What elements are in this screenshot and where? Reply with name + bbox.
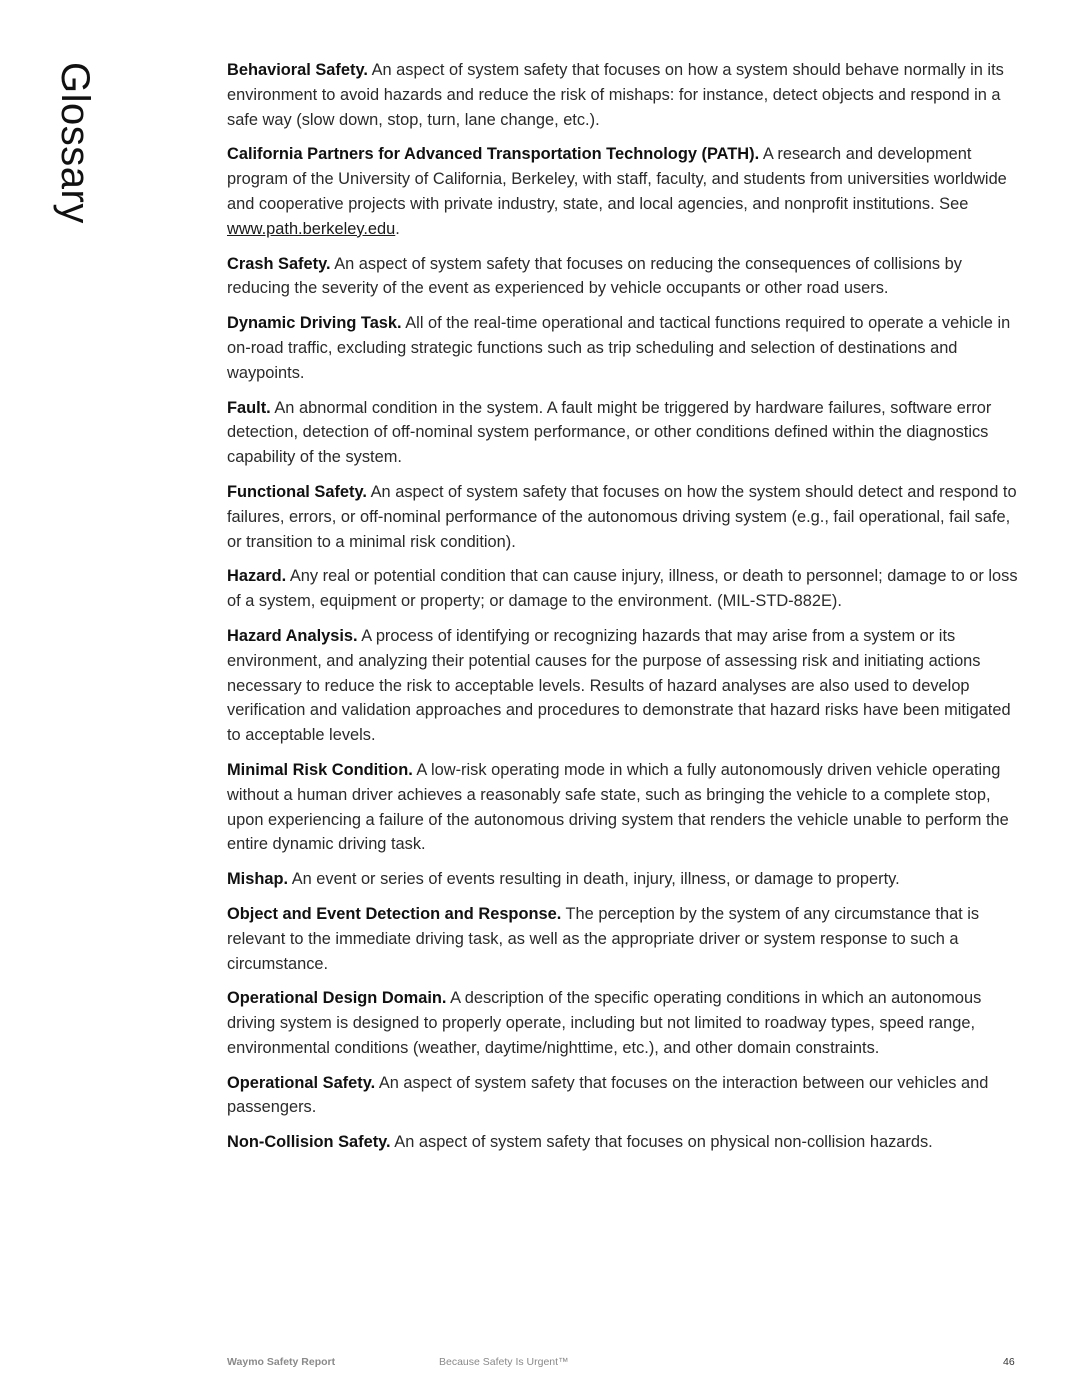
glossary-definition: An aspect of system safety that focuses on how the system should detect and respond to failures, errors, or off-nominal performance of the autonomous driving system (e.g., fail operational, fail safe, or transition to a minimal risk condition). — [227, 482, 1017, 551]
glossary-definition: A research and development program of the University of California, Berkeley, with staff, faculty, and students from universities worldwide and cooperative projects with private industry, state, and local agencies, and nonprofit institutions. See — [227, 145, 1007, 213]
glossary-term: Behavioral Safety. — [227, 61, 368, 79]
glossary-entry — [227, 311, 1027, 385]
glossary-definition: An aspect of system safety that focuses on reducing the consequences of collisions by reducing the severity of the event as experienced by vehicle occupants or other road users. — [227, 254, 962, 298]
glossary-entry — [227, 252, 1027, 302]
glossary-definition: Any real or potential condition that can cause injury, illness, or death to personnel; damage to or loss of a system, equipment or property; or damage to the environment. (MIL-STD-882E). — [227, 567, 1018, 611]
page-title: Glossary — [53, 62, 97, 224]
glossary-definition: The perception by the system of any circumstance that is relevant to the immediate driving task, as well as the appropriate driver or system response to such a circumstance. — [227, 904, 980, 973]
glossary-definition: An aspect of system safety that focuses on physical non-collision hazards. — [394, 1133, 933, 1152]
glossary-entry — [227, 867, 1027, 892]
glossary-entry — [227, 480, 1027, 554]
footer-tagline: Because Safety Is Urgent™ — [439, 1356, 569, 1368]
glossary-entry — [227, 902, 1027, 976]
glossary-term: Operational Design Domain. — [227, 989, 447, 1008]
glossary-term: Crash Safety. — [227, 254, 331, 273]
glossary-term: Non-Collision Safety. — [227, 1133, 391, 1152]
glossary-entry — [227, 986, 1027, 1060]
glossary-term: Minimal Risk Condition. — [227, 760, 413, 779]
glossary-definition: An abnormal condition in the system. A fault might be triggered by hardware failures, software error detection, detection of off-nominal system performance, or other conditions defined within the diagnostics capability of the system. — [227, 398, 992, 467]
glossary-term: Functional Safety. — [227, 482, 367, 501]
glossary-term: Object and Event Detection and Response. — [227, 904, 562, 923]
glossary-entry — [227, 396, 1027, 470]
glossary-entry — [227, 1071, 1027, 1121]
footer-report-title: Waymo Safety Report — [227, 1356, 336, 1368]
glossary-term: Dynamic Driving Task. — [227, 314, 402, 333]
glossary-entry — [227, 142, 1027, 241]
glossary-term: Fault. — [227, 398, 271, 417]
glossary-definition: A low-risk operating mode in which a fully autonomously driven vehicle operating without a human driver achieves a reasonably safe state, such as bringing the vehicle to a complete stop, upon experiencing a failure of the autonomous driving system that renders the vehicle unable to perform the entire dynamic driving task. — [227, 760, 1009, 854]
page-number: 46 — [1003, 1356, 1015, 1368]
glossary-term: Hazard Analysis. — [227, 626, 358, 645]
glossary-list — [227, 58, 1027, 1165]
glossary-entry — [227, 758, 1027, 857]
glossary-definition-end: . — [395, 219, 400, 238]
glossary-entry — [227, 624, 1027, 748]
glossary-term: Hazard. — [227, 567, 287, 586]
glossary-entry — [227, 564, 1027, 614]
glossary-term: California Partners for Advanced Transportation Technology (PATH). — [227, 145, 760, 164]
glossary-definition: An event or series of events resulting in death, injury, illness, or damage to property. — [291, 870, 900, 889]
glossary-definition: All of the real-time operational and tactical functions required to operate a vehicle in on-road traffic, excluding strategic functions such as trip scheduling and selection of destinations and waypoints. — [227, 314, 1011, 382]
glossary-definition: A process of identifying or recognizing hazards that may arise from a system or its environment, and analyzing their potential causes for the purpose of assessing risk and initiating actions necessary to reduce the risk to acceptable levels. Results of hazard analyses are also used to develop verification and validation approaches and procedures to demonstrate that hazard risks have been mitigated to acceptable levels. — [227, 626, 1011, 745]
glossary-definition: An aspect of system safety that focuses on the interaction between our vehicles and passengers. — [227, 1073, 989, 1117]
glossary-entry — [227, 58, 1027, 132]
glossary-definition: An aspect of system safety that focuses on how a system should behave normally in its environment to avoid hazards and reduce the risk of mishaps: for instance, detect objects and respond in a safe way (slow down, stop, turn, lane change, etc.). — [227, 61, 1004, 129]
path-website-link[interactable]: www.path.berkeley.edu — [227, 219, 396, 238]
glossary-term: Mishap. — [227, 870, 289, 889]
glossary-entry — [227, 1130, 1027, 1155]
glossary-definition: A description of the specific operating conditions in which an autonomous driving system is designed to properly operate, including but not limited to roadway types, speed range, environmental conditions (weather, daytime/nighttime, etc.), and other domain constraints. — [227, 989, 982, 1057]
glossary-term: Operational Safety. — [227, 1073, 376, 1092]
